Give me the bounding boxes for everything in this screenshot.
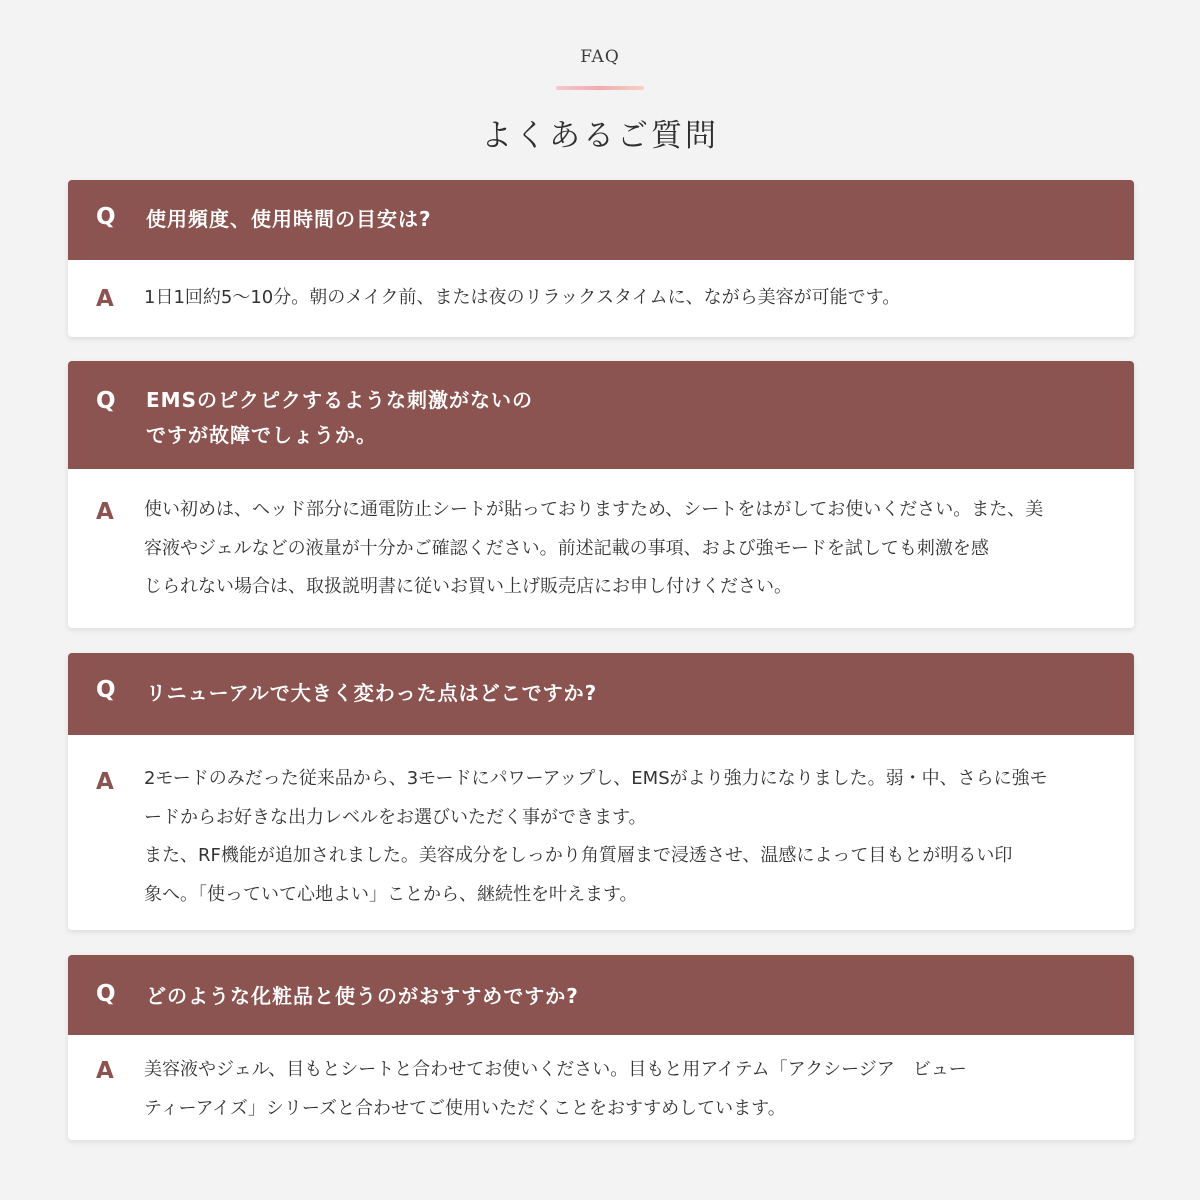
faq-answer: 2モードのみだった従来品から、3モードにパワーアップし、EMSがより強力になりました。弱・中、さらに強モ ードからお好きな出力レベルをお選びいただく事ができます。 また、RF機能が追加されました。美容成分をしっかり角質層まで浸透させ、温感によって目もとが明るい印 象へ。「使っていて心地よい」ことから、継続性を叶えます。 xyxy=(144,768,1048,905)
faq-answer: 1日1回約5～10分。朝のメイク前、または夜のリラックスタイムに、ながら美容が可能です。 xyxy=(144,287,901,308)
faq-item xyxy=(68,361,1134,628)
faq-answer: 使い初めは、ヘッド部分に通電防止シートが貼っておりますため、シートをはがしてお使いください。また、美 容液やジェルなどの液量が十分かご確認ください。前述記載の事項、および強モードを試しても刺激を感 じられない場合は、取扱説明書に従いお買い上げ販売店にお申し付けください。 xyxy=(144,499,1044,597)
answer-mark: A xyxy=(96,286,114,312)
faq-question: リニューアルで大きく変わった点はどこですか? xyxy=(146,681,598,705)
question-mark: Q xyxy=(96,204,116,230)
faq-underline xyxy=(556,86,644,90)
faq-label: FAQ xyxy=(580,47,620,67)
faq-item xyxy=(68,180,1134,337)
faq-question-bar[interactable] xyxy=(68,955,1134,1035)
faq-question-bar[interactable] xyxy=(68,361,1134,469)
faq-question: どのような化粧品と使うのがおすすめですか? xyxy=(146,984,579,1008)
faq-answer: 美容液やジェル、目もとシートと合わせてお使いください。目もと用アイテム「アクシージア ビュー ティーアイズ」シリーズと合わせてご使用いただくことをおすすめしています。 xyxy=(144,1059,967,1119)
question-mark: Q xyxy=(96,388,116,414)
faq-question-bar[interactable] xyxy=(68,653,1134,735)
answer-mark: A xyxy=(96,1058,114,1084)
faq-question: EMSのピクピクするような刺激がないの ですが故障でしょうか。 xyxy=(146,388,533,447)
answer-mark: A xyxy=(96,769,114,795)
faq-question-bar[interactable] xyxy=(68,180,1134,260)
faq-item xyxy=(68,955,1134,1140)
faq-header xyxy=(0,0,1200,180)
page-title: よくあるご質問 xyxy=(481,118,719,154)
question-mark: Q xyxy=(96,981,116,1007)
answer-mark: A xyxy=(96,499,114,525)
faq-question: 使用頻度、使用時間の目安は? xyxy=(146,207,432,231)
question-mark: Q xyxy=(96,677,116,703)
faq-item xyxy=(68,653,1134,930)
